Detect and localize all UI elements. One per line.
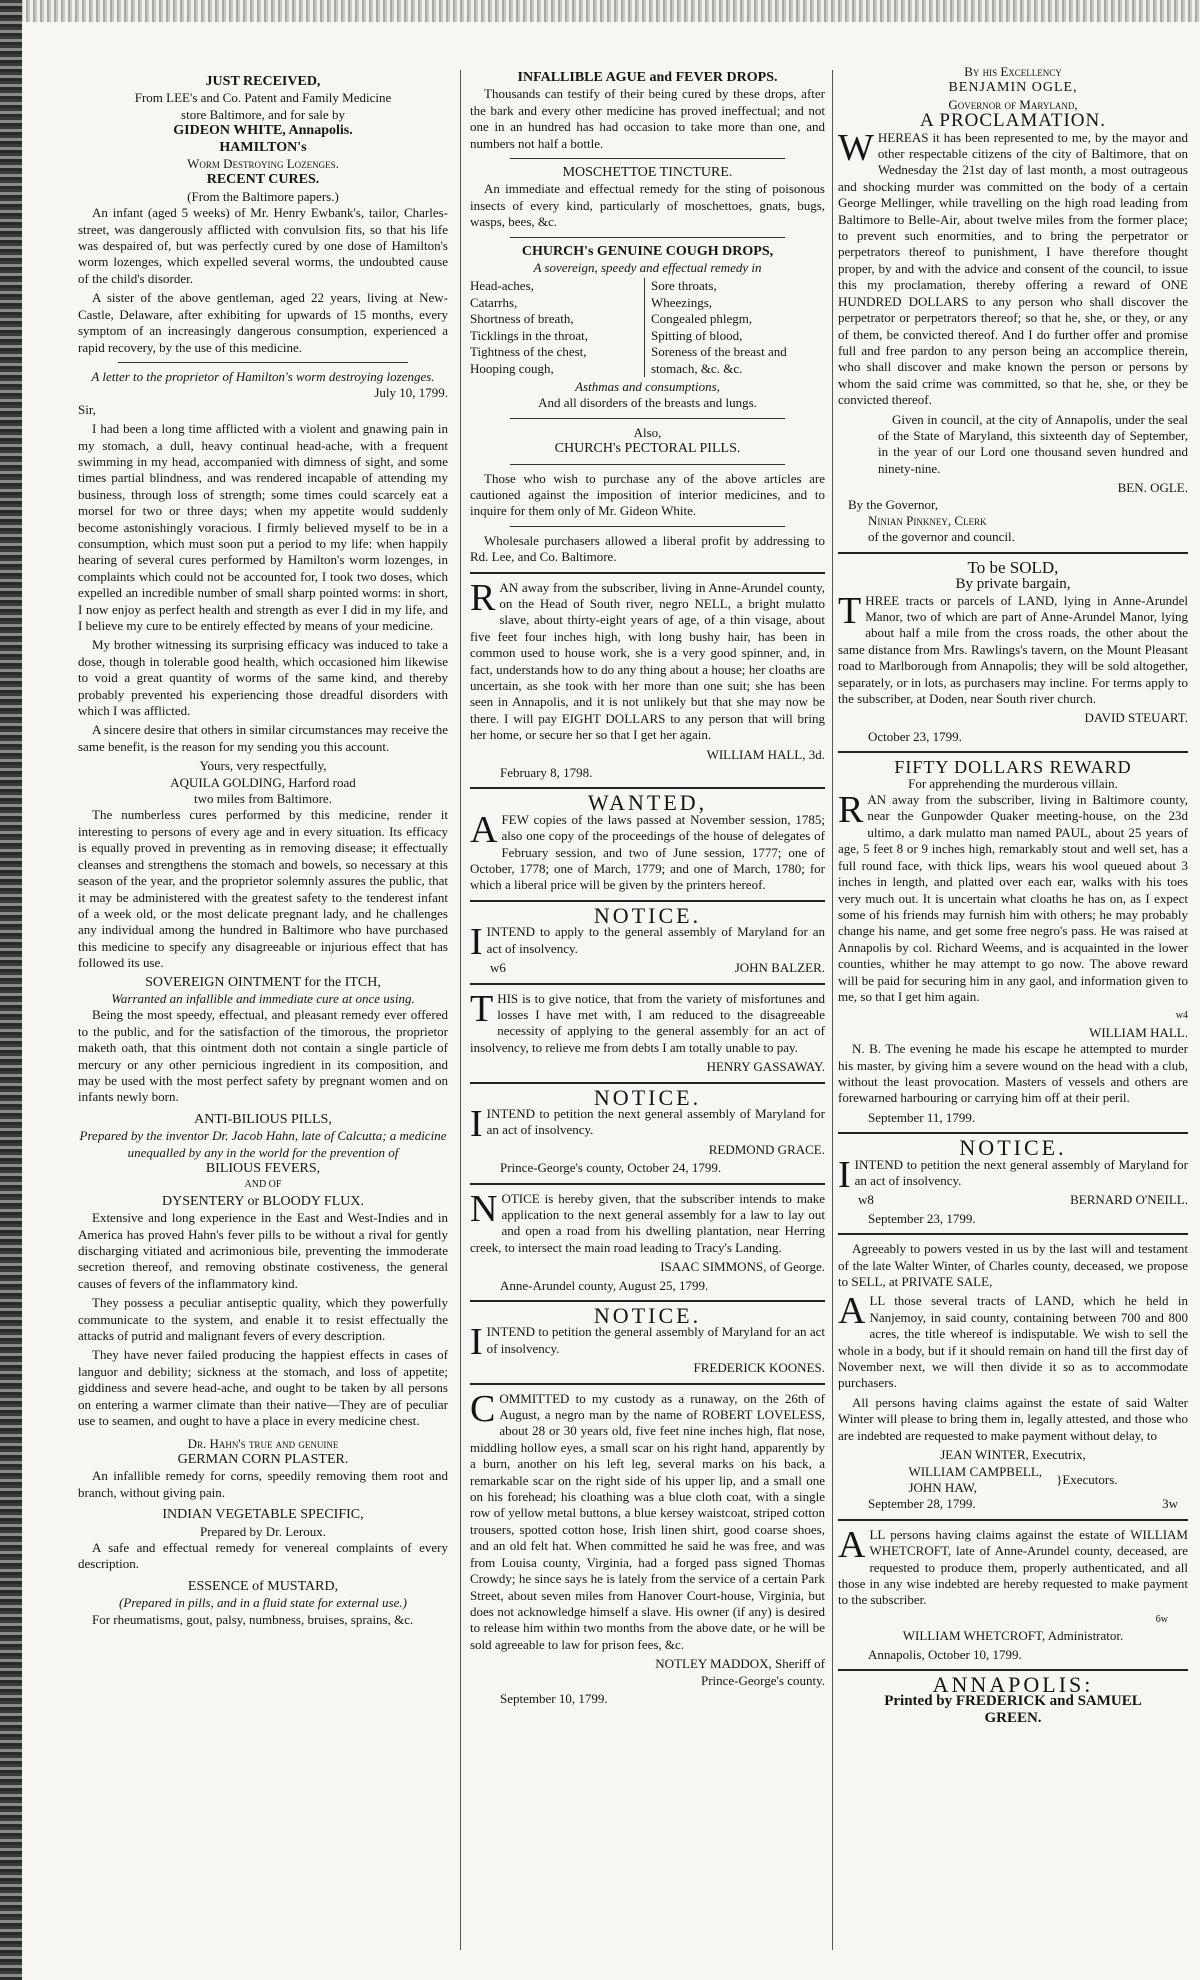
- wholesale-notice: Wholesale purchasers allowed a liberal profit by addressing to Rd. Lee, and Co. Baltimore.: [470, 532, 825, 565]
- sold-date: October 23, 1799.: [868, 728, 962, 744]
- just-received-heading: JUST RECEIVED,: [205, 74, 321, 89]
- mustard-subtitle: (Prepared in pills, and in a fluid state for external use.): [119, 1595, 407, 1611]
- sovereign-ointment-subtitle: Warranted an infallible and immediate cure at once using.: [111, 990, 415, 1006]
- governor-name: BENJAMIN OGLE,: [948, 80, 1078, 96]
- ailment-left: Tightness of the chest,: [470, 344, 587, 360]
- ague-drops-body: Thousands can testify of their being cured by these drops, after the bark and every other medicine has proved ineffectual; and not one in an hundred has had occasion to take more than one, and numbers not half a bottle.: [470, 86, 825, 151]
- sold-dropcap: T: [838, 589, 862, 632]
- by-his-excellency: By his Excellency: [964, 64, 1062, 79]
- prepared-by-hahn: Prepared by the inventor Dr. Jacob Hahn, late of Calcutta; a medicine unequalled by any in the world for the prevention of: [79, 1128, 447, 1160]
- proclamation-dropcap: W: [838, 126, 874, 169]
- hamiltons-heading: HAMILTON's: [219, 139, 307, 155]
- pinkney-clerk-2: of the governor and council.: [868, 529, 1015, 545]
- fifty-dollars-title: FIFTY DOLLARS REWARD: [894, 757, 1132, 778]
- printed-by: Printed by FREDERICK and SAMUEL: [884, 1693, 1142, 1710]
- mustard-body: For rheumatisms, gout, palsy, numbness, bruises, sprains, &c.: [92, 1611, 414, 1627]
- to-be-sold-title: To be SOLD,: [967, 557, 1059, 577]
- fifty-w: w4: [1175, 1010, 1188, 1022]
- wanted-title: WANTED,: [587, 790, 708, 816]
- grace-dropcap: I: [470, 1102, 483, 1145]
- letter-paragraph-1: I had been a long time afflicted with a violent and gnawing pain in my stomach, a dull, heavy continual head-ache, with a frequent swimming in my head, accompanied with dimness of sight, and some times partial blindness, and was rendered incapable of attending my business, through loss of strength; some times could scarcely eat a morsel for two or three days; when my appetite would suddenly become astonishingly voracious. I firmly believed myself to be in a consumption, which must soon put a period to my life: when happily hearing of several cures performed by Hamilton's worm lozenges, in complaints which could not be accounted for, I took two doses, which expelled an incredible number of small sharp pointed worms: in short, I now enjoy as perfect health and strength as ever I did in my life, and I believe my cure to be entirely effected by means of your medicine.: [78, 421, 448, 633]
- proclamation-signer: BEN. OGLE.: [1117, 480, 1188, 496]
- oneill-body: INTEND to petition the next general assembly of Maryland for an act of insolvency.: [854, 1156, 1188, 1188]
- winter-executor-campbell: WILLIAM CAMPBELL,: [908, 1463, 1043, 1479]
- corn-plaster-intro: Dr. Hahn's true and genuine: [187, 1435, 339, 1451]
- runaway-nell-body: AN away from the subscriber, living in Anne-Arundel county, on the Head of South river, negro NELL, a bright mulatto slave, about thirty-eight years of age, of a thin visage, about five feet four inches high, with long bushy hair, has been in common used to house work, she is a very good spinner, and, in fact, understands how to do any thing about a house; her cloaths are uncertain, as she took with her more than one suit; she has been seen in Annapolis, and it is not unlikely but that she may now be there. I will pay EIGHT DOLLARS to any person that will bring her home, or secure her so that I get her again.: [470, 579, 825, 743]
- also-line: Also,: [633, 424, 662, 440]
- ailment-right: Soreness of the breast and: [651, 344, 787, 360]
- letter-salutation: Sir,: [78, 401, 96, 417]
- mustard-title: ESSENCE of MUSTARD,: [187, 1578, 339, 1594]
- runaway-dropcap: R: [470, 576, 496, 619]
- gassaway-body: HIS is to give notice, that from the variety of misfortunes and losses I have met with, I am reduced to the disagreeable necessity of applying to the general assembly for an act of insolvency, to relieve me from debts I am totally unable to pay.: [470, 990, 825, 1055]
- committed-body: OMMITTED to my custody as a runaway, on the 26th of August, a negro man by the name of ROBERT LOVELESS, about 28 or 30 years old, five feet nine inches high, flat nose, middling hollow eyes, a small scar on his right hand, apparently by a burn, another on his left leg, several marks on his back, a remarkable scar on the right side of his upper lip, and a small one on his forehead; his cloathing was a blue cloth coat, with a single row of yellow metal buttons, a blue kersey waistcoat, striped cotton trousers, spotted cotton hose, Irish linen shirt, good coarse shoes, and an old felt hat. When committed he said he was free, and was from Louisa county, Virginia, had a forged pass signed Thomas Crowdy; he since says he is lately from the service of a certain Park Street, about seven miles from Hanover Court-house, Virginia, but does not acknowledge himself a slave. His owner (if any) is desired to release him within two months from the above date, or he will be sold agreeable to law for prison fees, &c.: [470, 1390, 825, 1652]
- sold-body: HREE tracts or parcels of LAND, lying in Anne-Arundel Manor, two of which are part of Anne-Arundel Manor, lying about half a mile from the cross roads, the other about the same distance from Mrs. Rawlings's tavern, on the Mount Pleasant road to Marlborough from Annapolis; they will be sold altogether, separately, or in lots, as purchasers may incline. For terms apply to the subscriber, at Doden, near South river church.: [838, 592, 1188, 707]
- letter-date: July 10, 1799.: [374, 385, 448, 401]
- sovereign-ointment-title: SOVEREIGN OINTMENT for the ITCH,: [145, 974, 381, 990]
- notice-heading-oneill: NOTICE.: [959, 1135, 1067, 1161]
- winter-w: 3w: [1162, 1496, 1178, 1512]
- runaway-signer: WILLIAM HALL, 3d.: [706, 746, 825, 762]
- fifty-dropcap: R: [838, 789, 864, 832]
- column-1: [78, 48, 448, 1631]
- whetcroft-date: Annapolis, October 10, 1799.: [868, 1646, 1022, 1662]
- winter-executors-label: Executors.: [1062, 1471, 1118, 1487]
- printer-green: GREEN.: [984, 1709, 1042, 1726]
- caution-notice: Those who wish to purchase any of the above articles are cautioned against the imposition of interior medicines, and to inquire for them only of Mr. Gideon White.: [470, 470, 825, 519]
- simmons-dropcap: N: [470, 1187, 498, 1230]
- winter-claims: All persons having claims against the estate of said Walter Winter will please to bring them in, legally attested, and those who are indebted are requested to make payment without delay, to: [838, 1394, 1188, 1443]
- gassaway-signer: HENRY GASSAWAY.: [706, 1059, 825, 1075]
- gassaway-dropcap: T: [470, 987, 494, 1030]
- moschettoe-title: MOSCHETTOE TINCTURE.: [562, 165, 733, 181]
- page-edge-left: [0, 0, 22, 1980]
- koones-signer: FREDERICK KOONES.: [693, 1360, 825, 1376]
- sovereign-ointment-body: Being the most speedy, effectual, and pleasant remedy ever offered to the public, and for the satisfaction of the timorous, the proprietor maketh oath, that this ointment doth not contain a single particle of mercury or any other pernicious ingredient in its composition, and may be used with the most perfect safety by pregnant women and on infants newly born.: [78, 1007, 448, 1105]
- from-papers: (From the Baltimore papers.): [187, 188, 339, 204]
- committed-date: September 10, 1799.: [500, 1690, 608, 1706]
- ailment-right: Spitting of blood,: [651, 327, 743, 343]
- letter-title: A letter to the proprietor of Hamilton's worm destroying lozenges.: [91, 368, 435, 384]
- cough-drops-title: CHURCH's GENUINE COUGH DROPS,: [521, 243, 774, 259]
- committed-signer: NOTLEY MADDOX, Sheriff of: [655, 1656, 825, 1672]
- private-bargain: By private bargain,: [955, 576, 1071, 593]
- hahn-paragraph-2: They possess a peculiar antiseptic quality, which they powerfully communicate to the system, and enable it to resist effectually the attacks of putrid and malignant fevers of every description.: [78, 1295, 448, 1344]
- notice-heading-koones: NOTICE.: [593, 1303, 702, 1328]
- letter-paragraph-2: My brother witnessing its surprising efficacy was induced to take a dose, though in tolerable good health, which occasioned him likewise to void a great quantity of worms of the same kind, and thereby probably prevented his experiencing those dreadful disorders with which I was afflicted.: [78, 637, 448, 719]
- winter-dropcap: A: [838, 1290, 866, 1333]
- seller-name: GIDEON WHITE, Annapolis.: [173, 123, 353, 139]
- whetcroft-w: 6w: [1155, 1613, 1168, 1625]
- ailment-right: Congealed phlegm,: [651, 311, 753, 327]
- indian-specific-body: A safe and effectual remedy for venereal complaints of every description.: [78, 1539, 448, 1572]
- wanted-body: FEW copies of the laws passed at November session, 1785; also one copy of the proceedings of the house of delegates of February session, and two of June session, 1777; one of October, 1778; one of March, 1779; and one of March, 1780; for which a liberal price will be given by the printers hereof.: [470, 811, 825, 893]
- simmons-date: Anne-Arundel county, August 25, 1799.: [500, 1277, 709, 1293]
- committed-dropcap: C: [470, 1387, 496, 1430]
- simmons-body: OTICE is hereby given, that the subscriber intends to make application to the next general assembly for a law to lay out and open a road from his dwelling plantation, near Herring creek, to intersect the main road leading to Tracy's Landing.: [470, 1190, 825, 1255]
- ailment-left: Head-aches,: [470, 278, 534, 294]
- winter-body: LL those several tracts of LAND, which he held in Nanjemoy, in said county, containing between 700 and 800 acres, the title whereof is indisputable. We wish to sell the whole in a body, but if it should remain on hand till the first day of November next, we will then divide it so as to accommodate purchasers.: [838, 1293, 1188, 1391]
- brace-icon: }: [1056, 1471, 1063, 1487]
- governor-title: Governor of Maryland,: [948, 96, 1078, 112]
- worm-lozenges-heading: Worm Destroying Lozenges.: [187, 156, 339, 172]
- recent-cures-heading: RECENT CURES.: [206, 172, 320, 188]
- ailment-left: Hooping cough,: [470, 360, 554, 376]
- balzer-w: w6: [490, 960, 506, 976]
- ailment-left: Catarrhs,: [470, 294, 518, 310]
- pinkney-clerk: Ninian Pinkney, Clerk: [868, 512, 987, 528]
- koones-body: INTEND to petition the general assembly of Maryland for an act of insolvency.: [486, 1324, 825, 1356]
- fifty-dollars-subtitle: For apprehending the murderous villain.: [908, 775, 1118, 791]
- grace-body: INTEND to petition the next general assembly of Maryland for an act of insolvency.: [486, 1105, 825, 1138]
- ailment-left: Ticklings in the throat,: [470, 327, 588, 343]
- whetcroft-dropcap: A: [838, 1523, 866, 1566]
- grace-date: Prince-George's county, October 24, 1799.: [500, 1160, 722, 1176]
- ailment-right: Sore throats,: [651, 278, 717, 294]
- letter-signer-location: two miles from Baltimore.: [194, 791, 332, 807]
- hahn-paragraph-1: Extensive and long experience in the East and West-Indies and in America has proved Hahn's fever pills to be without a rival for gently discharging vitiated and acrimonious bile, preventing the immoderate secretion thereof, and removing obstinate costiveness, the general causes of fevers of the inflammatory kind.: [78, 1210, 448, 1291]
- ailments-table: [470, 278, 825, 376]
- store-line: store Baltimore, and for sale by: [181, 106, 345, 122]
- oneill-w: w8: [858, 1192, 874, 1208]
- wanted-dropcap: A: [470, 808, 498, 851]
- letter-paragraph-3: A sincere desire that others in similar circumstances may receive the same benefit, is the reason for my sending you this account.: [78, 722, 448, 754]
- cough-drops-subtitle: A sovereign, speedy and effectual remedy in: [533, 260, 762, 276]
- ague-drops-title: INFALLIBLE AGUE and FEVER DROPS.: [517, 70, 778, 85]
- indian-specific-by: Prepared by Dr. Leroux.: [200, 1523, 326, 1539]
- fifty-body: AN away from the subscriber, living in Baltimore county, near the Gunpowder Quaker meeting-house, on the 23d ultimo, a dark mulatto man named PAUL, about 25 years of age, 5 feet 8 or 9 inches high, remarkably stout and well set, has a full round face, with thick lips, wears his wool queued about 3 inches in length, and platted over each ear, walks with his toes very much out. It is uncertain what cloaths he has on, as I expect some of his friends may furnish him with others; he may probably change his name, and get some free negro's pass. He was raised at Annapolis by col. Richard Weems, and is acquainted in the lower counties, whither he may attempt to go now. The above reward will be paid for securing him in any gaol, and information given to me, so that I get him again.: [838, 792, 1188, 1004]
- cure-2: A sister of the above gentleman, aged 22 years, living at New-Castle, Delaware, after exhibiting for upwards of 15 months, every symptom of an increasingly dangerous consumption, experienced a rapid recovery, by the use of this medicine.: [78, 290, 448, 355]
- letter-signer: AQUILA GOLDING, Harford road: [170, 774, 356, 790]
- fifty-nb: N. B. The evening he made his escape he attempted to murder his master, by giving him a severe wound on the head with a club, without the least provocation. Masters of vessels and others are forewarned harbouring or carrying him off at their peril.: [838, 1041, 1188, 1106]
- proclamation-title: A PROCLAMATION.: [919, 110, 1107, 132]
- fifty-signer: WILLIAM HALL.: [1089, 1024, 1188, 1040]
- letter-closing: Yours, very respectfully,: [199, 758, 327, 774]
- page-edge-top: [0, 0, 1200, 22]
- whetcroft-body: LL persons having claims against the estate of WILLIAM WHETCROFT, late of Anne-Arundel county, deceased, are requested to produce them, properly authenticated, and all those in any wise indebted are hereby requested to make payment to the subscriber.: [838, 1526, 1188, 1608]
- all-disorders-line: And all disorders of the breasts and lungs.: [538, 395, 757, 411]
- oneill-date: September 23, 1799.: [868, 1210, 976, 1226]
- asthmas-line: Asthmas and consumptions,: [575, 378, 720, 394]
- proclamation-given: Given in council, at the city of Annapolis, under the seal of the State of Maryland, this sixteenth day of September, in the year of our Lord one thousand seven hundred and ninety-nine.: [878, 411, 1188, 476]
- simmons-signer: ISAAC SIMMONS, of George.: [660, 1259, 825, 1275]
- whetcroft-signer: WILLIAM WHETCROFT, Administrator.: [902, 1628, 1124, 1644]
- balzer-signer: JOHN BALZER.: [734, 960, 825, 976]
- pectoral-pills-title: CHURCH's PECTORAL PILLS.: [554, 441, 741, 457]
- indian-specific-title: INDIAN VEGETABLE SPECIFIC,: [162, 1507, 364, 1523]
- fifty-date: September 11, 1799.: [868, 1109, 976, 1125]
- numberless-cures: The numberless cures performed by this medicine, render it interesting to persons of every age and in every situation. Its efficacy is equally proved in preventing as in removing disease; it effectually cleanses and strengthens the stomach and bowels, so necessary at this season of the year, and the proprietor solemnly assures the public, that it may be administered with the greatest safety to the tenderest infant of a week old, or the most delicate pregnant lady, and he challenges any individual among the hundred in Baltimore who have purchased this medicine to specify any disagreeable or injurious effect that has followed its use.: [78, 807, 448, 971]
- column-3: [838, 48, 1188, 1726]
- hahn-paragraph-3: They have never failed producing the happiest effects in cases of languor and debility; sickness at the stomach, and loss of appetite; giddiness and severe head-ache, and ought to be taken by all persons on entering a warmer climate than their native—They are of peculiar use to seamen, and ought to have a place in every medicine chest.: [78, 1347, 448, 1429]
- dysentery-title: DYSENTERY or BLOODY FLUX.: [162, 1193, 364, 1209]
- column-rule-2: [832, 70, 833, 1950]
- cure-1: An infant (aged 5 weeks) of Mr. Henry Ewbank's, tailor, Charles-street, was dangerously afflicted with convulsion fits, so that his life was despaired of, but was perfectly cured by one dose of Hamilton's worm lozenges, which expelled several worms, the undoubted cause of the child's disorder.: [78, 205, 448, 286]
- balzer-dropcap: I: [470, 921, 483, 964]
- winter-executor-haw: JOHN HAW,: [908, 1479, 977, 1495]
- balzer-body: INTEND to apply to the general assembly of Maryland for an act of insolvency.: [486, 924, 825, 956]
- moschettoe-body: An immediate and effectual remedy for the sting of poisonous insects of every kind, particularly of moschettoes, gnats, bugs, wasps, bees, &c.: [470, 181, 825, 230]
- runaway-date: February 8, 1798.: [500, 765, 593, 781]
- column-rule-1: [460, 70, 461, 1950]
- by-the-governor: By the Governor,: [848, 496, 939, 512]
- notice-heading-grace: NOTICE.: [593, 1084, 702, 1110]
- grace-signer: REDMOND GRACE.: [708, 1141, 825, 1157]
- corn-plaster-title: GERMAN CORN PLASTER.: [177, 1451, 349, 1467]
- sold-signer: DAVID STEUART.: [1084, 710, 1188, 726]
- koones-dropcap: I: [470, 1321, 483, 1364]
- from-line: From LEE's and Co. Patent and Family Medicine: [134, 90, 392, 106]
- oneill-dropcap: I: [838, 1153, 851, 1196]
- annapolis-imprint: ANNAPOLIS:: [932, 1671, 1094, 1697]
- ailment-right: Wheezings,: [651, 294, 713, 310]
- oneill-signer: BERNARD O'NEILL.: [1070, 1192, 1188, 1208]
- committed-signer-county: Prince-George's county.: [700, 1672, 825, 1688]
- proclamation-body: HEREAS it has been represented to me, by the mayor and other respectable citizens of the city of Baltimore, that on Wednesday the 21st day of last month, a most outrageous and shocking murder was committed on the body of a certain George Mellinger, while travelling on the high road leading from Baltimore to Belle-Air, about twelve miles from the former place; to prevent such enormities, and to bring the perpetrator or perpetrators thereof to punishment, I have therefore thought proper, by and with the advice and consent of the council, to issue this my proclamation, thereby offering a reward of ONE HUNDRED DOLLARS to any person who shall discover the perpetrator or perpetrators thereof; so that he, she, or they, or any of them, be convicted thereof. And I do further offer and promise full and free pardon to any person being an accomplice therein, who shall discover and make known the person or persons by whom the said crime was committed, so that he, she, or they be convicted thereof.: [838, 129, 1188, 408]
- anti-bilious-title: ANTI-BILIOUS PILLS,: [194, 1111, 332, 1127]
- ailment-left: Shortness of breath,: [470, 311, 574, 327]
- winter-date: September 28, 1799.: [868, 1496, 976, 1512]
- winter-executrix: JEAN WINTER, Executrix,: [940, 1447, 1086, 1463]
- bilious-fevers: BILIOUS FEVERS,: [205, 1161, 321, 1176]
- column-2: [470, 48, 825, 1709]
- corn-plaster-body: An infallible remedy for corns, speedily removing them root and branch, without giving pain.: [78, 1468, 448, 1500]
- and-of: AND OF: [244, 1179, 282, 1191]
- notice-heading-balzer: NOTICE.: [593, 902, 702, 928]
- winter-intro: Agreeably to powers vested in us by the last will and testament of the late Walter Winter, of Charles county, deceased, we propose to SELL, at PRIVATE SALE,: [838, 1241, 1188, 1290]
- ailment-right: stomach, &c. &c.: [651, 360, 743, 376]
